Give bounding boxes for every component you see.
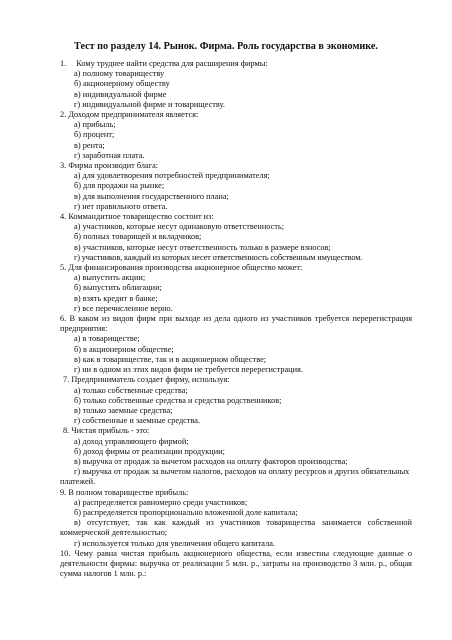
question-7-number: 7. [63,375,70,385]
question-3-prompt: Фирма производит блага: [68,161,159,171]
question-1-option-d: г) индивидуальной фирме и товариществу. [74,99,225,109]
question-6-prompt: В каком из видов фирм при выходе из дела одного из участников требуется перерегистрация предприятия: [60,314,413,334]
question-7-option-a: а) только собственные средства; [74,385,188,395]
question-9-option-c: в) отсутствует, так как каждый из участников товарищества занимается собственной коммерческой деятельностью; [60,518,412,538]
question-4 [60,212,412,263]
question-2-option-d: г) заработная плата. [74,150,145,160]
question-list [60,59,412,579]
question-3-option-b: б) для продажи на рынке; [74,181,165,191]
question-2 [60,110,412,161]
question-7-text [60,375,412,385]
question-1-prompt: Кому труднее найти средства для расширения фирмы: [76,59,268,68]
question-6-option-c: в) как в товариществе, так и в акционерном обществе; [74,354,267,364]
question-5-option-d: г) все перечисленное верно. [74,303,173,313]
question-6 [60,314,412,375]
question-5-text [60,263,412,273]
question-7-option-d: г) собственные и заемные средства. [74,416,201,426]
question-7-option-c: в) только заемные средства; [74,405,173,415]
question-8 [60,426,412,487]
question-8-prompt: Чистая прибыль - это: [71,426,150,436]
question-1-option-b: б) акционерному обществу [74,79,170,89]
question-8-text [60,426,412,436]
question-2-option-c: в) рента; [74,140,105,150]
question-2-option-b: б) процент; [74,130,115,140]
question-9-option-d: г) используется только для увеличения общего капитала. [74,538,275,548]
question-9 [60,488,412,549]
question-5-option-c: в) взять кредит в банке; [74,293,158,303]
question-8-number: 8. [63,426,70,436]
question-4-option-d: г) участников, каждый из которых несет ответственность собственным имуществом. [74,252,363,262]
question-1 [60,59,412,110]
question-9-number: 9. [60,487,67,497]
question-2-number: 2. [60,110,67,120]
question-10-number: 10. [60,548,71,558]
question-4-option-a: а) участников, которые несут одинаковую ответственность; [74,222,285,232]
question-8-option-c: в) выручка от продаж за вычетом расходов на оплату факторов производства; [74,456,348,466]
question-5-prompt: Для финансирования производства акционерное общество может: [68,263,303,273]
question-6-option-d: г) ни в одном из этих видов фирм не требуется перерегистрация. [74,365,303,375]
question-2-prompt: Доходом предпринимателя является: [68,110,199,120]
question-5 [60,263,412,314]
question-8-option-a: а) доход управляющего фирмой; [74,436,189,446]
question-9-option-b: б) распределяется пропорционально вложенной доле капитала; [74,507,298,517]
question-7-prompt: Предприниматель создает фирму, используя: [71,375,230,385]
question-6-option-a: а) в товариществе; [74,334,140,344]
question-3-text [60,161,412,171]
question-4-option-c: в) участников, которые несут ответственность только в размере взносов; [74,242,331,252]
question-8-option-d: г) выручка от продаж за вычетом налогов, расходов на оплату ресурсов и других обязательных платежей. [60,467,410,487]
question-5-option-b: б) выпустить облигации; [74,283,162,293]
question-3-option-c: в) для выполнения государственного плана; [74,191,229,201]
question-8-option-b: б) доход фирмы от реализации продукции; [74,446,225,456]
question-3 [60,161,412,212]
question-7-option-b: б) только собственные средства и средства родственников; [74,395,282,405]
question-1-number: 1. [60,59,67,68]
question-1-text [60,59,412,69]
question-4-prompt: Коммандитное товарищество состоит из: [68,212,214,222]
question-3-option-d: г) нет правильного ответа. [74,201,168,211]
question-4-option-b: б) полных товарищей и вкладчиков; [74,232,202,242]
question-2-option-a: а) прибыль; [74,120,116,130]
question-6-option-b: б) в акционерном обществе; [74,344,174,354]
question-3-option-a: а) для удовлетворения потребностей предпринимателя; [74,171,270,181]
question-7 [60,375,412,426]
question-9-prompt: В полном товариществе прибыль: [68,487,189,497]
question-5-option-a: а) выпустить акции; [74,273,146,283]
question-10-text [60,549,412,580]
question-9-text [60,488,412,498]
question-6-text [60,314,412,334]
question-4-text [60,212,412,222]
question-1-option-c: в) индивидуальной фирме [74,89,167,99]
question-6-number: 6. [60,314,67,324]
question-3-number: 3. [60,161,67,171]
question-9-option-a: а) распределяется равномерно среди участников; [74,497,248,507]
question-1-option-a: а) полному товариществу [74,69,165,79]
document-title: Тест по разделу 14. Рынок. Фирма. Роль государства в экономике. [74,41,378,52]
question-10 [60,549,412,580]
question-2-text [60,110,412,120]
question-10-prompt: Чему равна чистая прибыль акционерного общества, если известны следующие данные о деятельности фирмы: выручка от реализации 5 млн. р., затраты на производство 3 млн. р., общая сумма налогов 1 млн. р.: [60,548,412,579]
question-4-number: 4. [60,212,67,222]
question-5-number: 5. [60,263,67,273]
